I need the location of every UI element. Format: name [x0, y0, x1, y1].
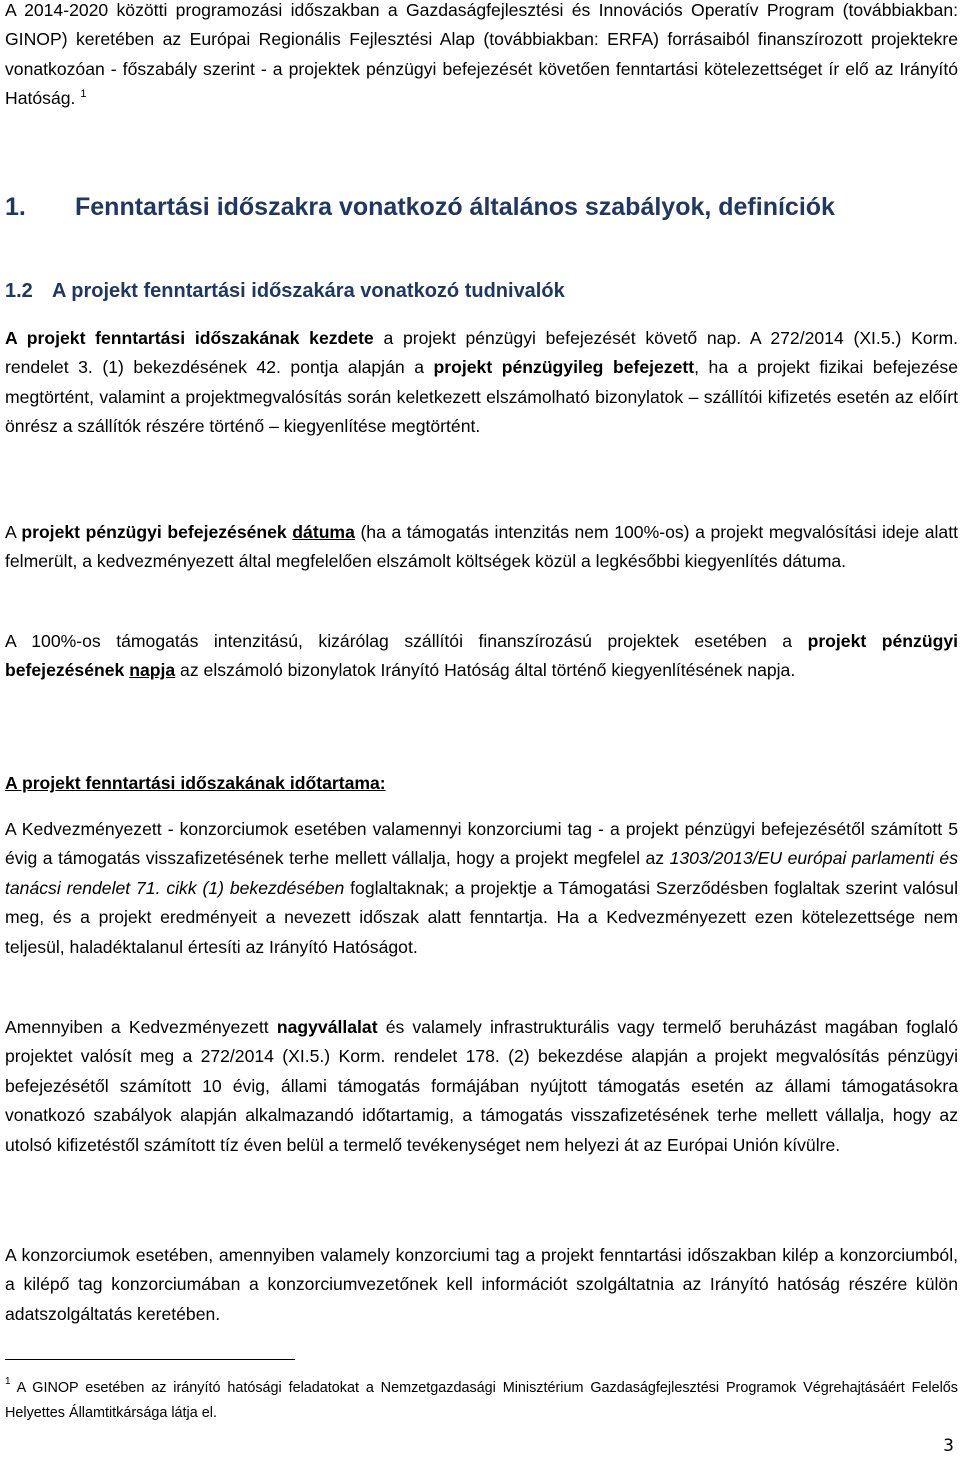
paragraph-text: A 100%-os támogatás intenzitású, kizárólag szállítói finanszírozású projektek esetében a [5, 631, 808, 651]
financial-completion-term: projekt pénzügyi befejezésének [5, 631, 958, 681]
subsection-number: 1.2 [5, 280, 33, 302]
day-term: napja [129, 660, 176, 681]
footnote-marker: 1 [5, 1376, 11, 1387]
paragraph-text: Amennyiben a Kedvezményezett [5, 1017, 277, 1037]
large-enterprise-term: nagyvállalat [276, 1017, 378, 1037]
footnote-reference[interactable]: 1 [80, 88, 87, 101]
footnote-separator [5, 1359, 295, 1360]
completion-date-paragraph [5, 518, 958, 577]
intro-paragraph [5, 0, 958, 114]
maintenance-start-paragraph [5, 324, 958, 442]
duration-subheading: A projekt fenntartási időszakának időtartama: [5, 773, 386, 793]
page-number: 3 [943, 1436, 954, 1456]
large-enterprise-paragraph [5, 1013, 958, 1160]
paragraph-text: , ha a projekt fizikai befejezése megtörtént, valamint a projektmegvalósítás során keletkezett elszámolható bizonylatok – szállítói kifizetés esetén az előírt önrész a szállítók részére történő – kiegyenlítése megtörtént. [5, 357, 958, 437]
paragraph-text: A [5, 522, 22, 542]
duration-paragraph [5, 815, 958, 962]
section-heading-1 [5, 190, 835, 224]
financial-completion-term: projekt pénzügyileg befejezett [433, 357, 695, 378]
footnote-text: A GINOP esetében az irányító hatósági feladatokat a Nemzetgazdasági Minisztérium Gazdaságfejlesztési Programok Végrehajtásáért Felelős Helyettes Államtitkársága látja el. [5, 1380, 958, 1421]
paragraph-text: és valamely infrastrukturális vagy termelő beruházást magában foglaló projektet valósít meg a 272/2014 (XI.5.) Korm. rendelet 178. (2) bekezdése alapján a projekt megvalósítás pénzügyi befejezésétől számított 10 évig, állami támogatás formájában nyújtott támogatás esetén az állami támogatásokra vonatkozó szabályok alapján alkalmazandó időtartamig, a támogatás visszafizetésének terhe mellett vállalja, hogy az utolsó kifizetéstől számított tíz éven belül a termelő tevékenységet nem helyezi át az Európai Unión kívülre. [5, 1017, 958, 1155]
subsection-title: A projekt fenntartási időszakára vonatkozó tudnivalók [52, 280, 565, 302]
maintenance-start-term: A projekt fenntartási időszakának kezdete [5, 328, 374, 348]
financial-completion-term: projekt pénzügyi befejezésének [21, 522, 293, 542]
paragraph-text: (ha a támogatás intenzitás nem 100%-os) a projekt megvalósítási ideje alatt felmerült, a kedvezményezett által megfelelően elszámolt költségek közül a legkésőbbi kiegyenlítés dátuma. [5, 522, 958, 572]
paragraph-text: az elszámoló bizonylatok Irányító Hatóság által történő kiegyenlítésének napja. [175, 660, 796, 681]
date-term: dátuma [292, 522, 355, 542]
subsection-heading-1-2 [5, 276, 565, 306]
completion-day-paragraph [5, 627, 958, 686]
consortium-paragraph: A konzorciumok esetében, amennyiben valamely konzorciumi tag a projekt fenntartási időszakban kilép a konzorciumból, a kilépő tag konzorciumában a konzorciumvezetőnek kell információt szolgáltatnia az Irányító hatóság részére külön adatszolgáltatás keretében. [5, 1245, 958, 1324]
section-title: Fenntartási időszakra vonatkozó általános szabályok, definíciók [75, 193, 835, 221]
regulation-reference: 1303/2013/EU európai parlamenti és tanácsi rendelet 71. cikk (1) bekezdésében [5, 848, 959, 898]
section-number: 1. [5, 193, 26, 221]
paragraph-text: a projekt pénzügyi befejezését követő nap. A 272/2014 (XI.5.) Korm. rendelet 3. (1) bekezdésének 42. pontja alapján a [5, 328, 958, 378]
intro-text: A 2014-2020 közötti programozási időszakban a Gazdaságfejlesztési és Innovációs Operatív Program (továbbiakban: GINOP) keretében az Európai Regionális Fejlesztési Alap (továbbiakban: ERFA) forrásaiból finanszírozott projektekre vonatkozóan - főszabály szerint - a projektek pénzügyi befejezését követően fenntartási kötelezettséget ír elő az Irányító Hatóság. [5, 0, 958, 109]
paragraph-text: foglaltaknak; a projektje a Támogatási Szerződésben foglaltak szerint valósul meg, és a projekt eredményeit a nevezett időszak alatt fenntartja. Ha a Kedvezményezett ezen kötelezettsége nem teljesül, haladéktalanul értesíti az Irányító Hatóságot. [5, 877, 958, 957]
paragraph-text: A Kedvezményezett - konzorciumok esetében valamennyi konzorciumi tag - a projekt pénzügyi befejezésétől számított 5 évig a támogatás visszafizetésének terhe mellett vállalja, hogy a projekt megfelel az [5, 819, 958, 869]
footnote [5, 1376, 958, 1426]
